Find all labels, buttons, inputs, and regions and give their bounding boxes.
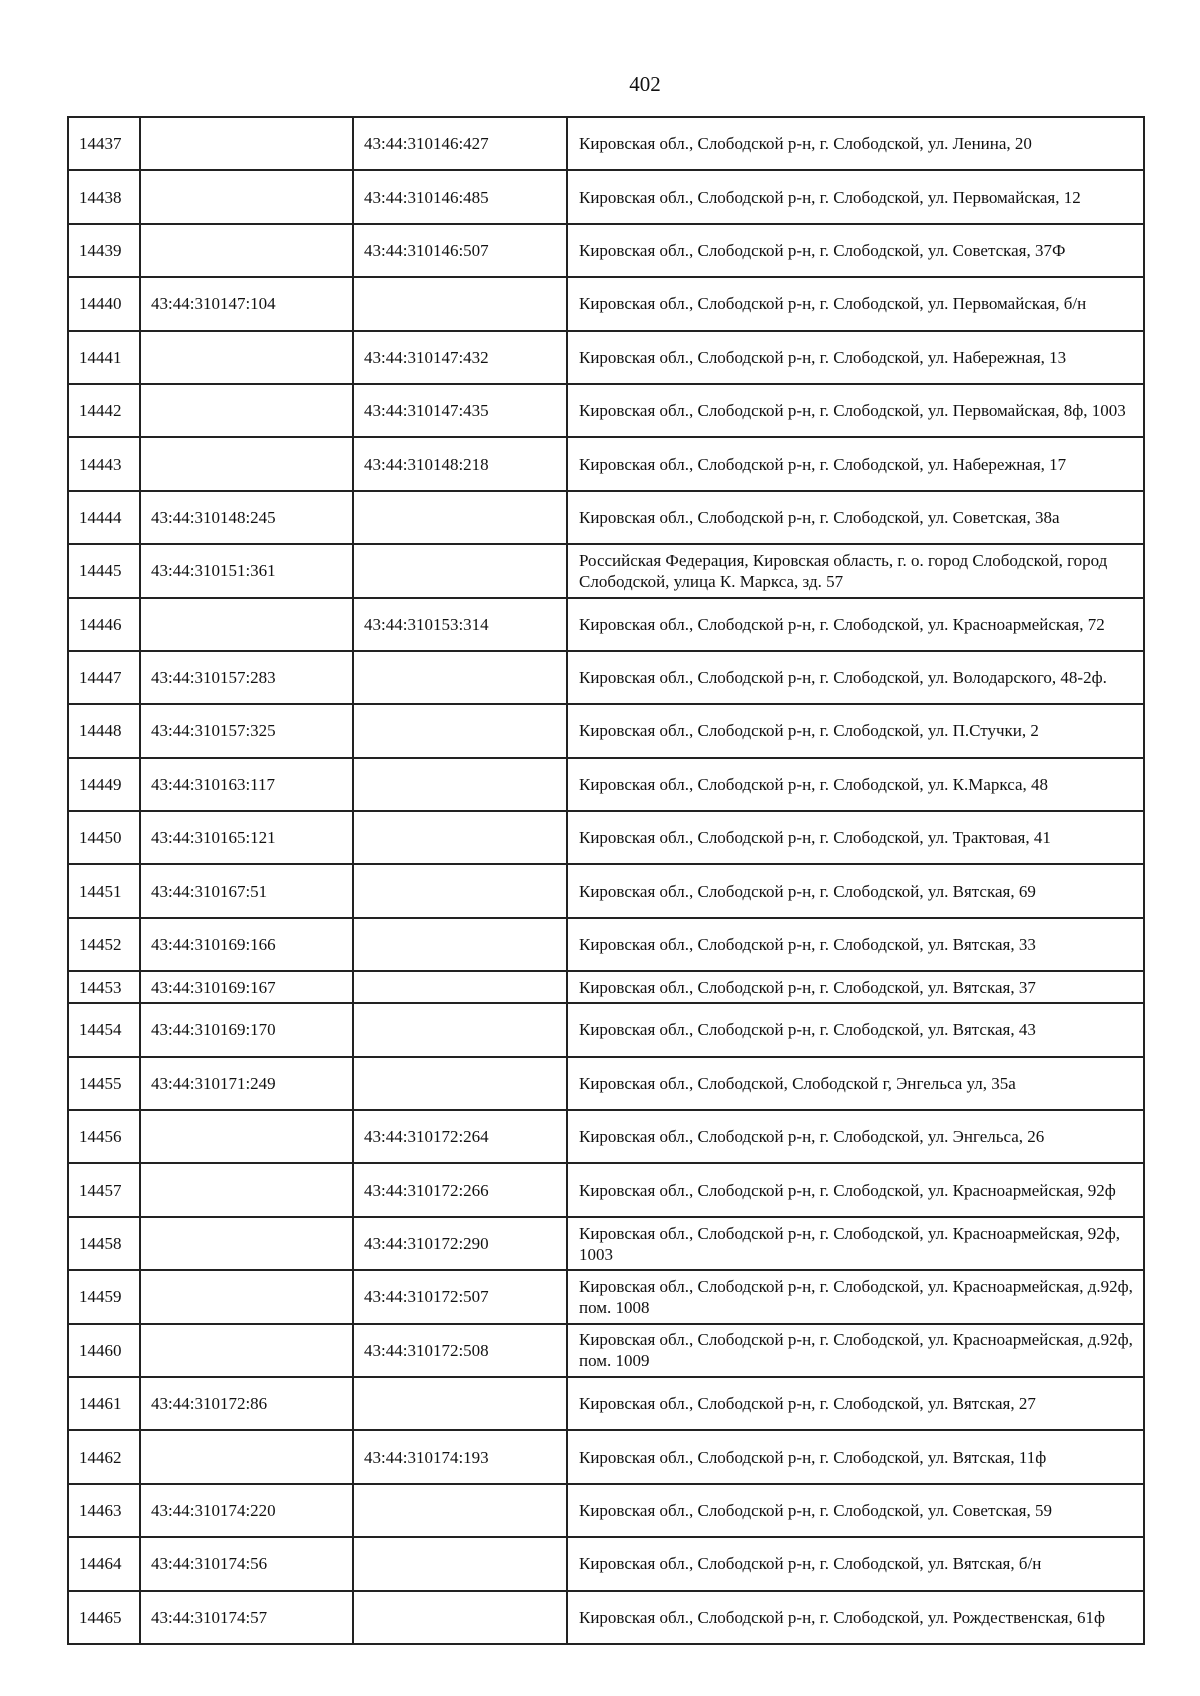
table-row xyxy=(68,117,1144,170)
table-row xyxy=(68,1163,1144,1216)
cadastral-number-cell: 43:44:310163:117 xyxy=(140,758,353,811)
row-number-cell: 14446 xyxy=(68,598,140,651)
cadastral-number-cell xyxy=(140,598,353,651)
row-number-cell: 14462 xyxy=(68,1430,140,1483)
table-row xyxy=(68,971,1144,1003)
row-number-cell: 14464 xyxy=(68,1537,140,1590)
address-cell: Кировская обл., Слободской р-н, г. Слободской, ул. Вятская, 69 xyxy=(567,864,1144,917)
cadastral-number-cell xyxy=(140,117,353,170)
cadastral-number-cell xyxy=(140,384,353,437)
table-row xyxy=(68,598,1144,651)
row-number-cell: 14449 xyxy=(68,758,140,811)
secondary-cadastral-number-cell xyxy=(353,491,567,544)
row-number-cell: 14455 xyxy=(68,1057,140,1110)
table-row xyxy=(68,1270,1144,1323)
address-cell: Кировская обл., Слободской р-н, г. Слободской, ул. Вятская, 37 xyxy=(567,971,1144,1003)
secondary-cadastral-number-cell: 43:44:310172:264 xyxy=(353,1110,567,1163)
cadastral-number-cell xyxy=(140,1270,353,1323)
table-row xyxy=(68,544,1144,597)
table-row xyxy=(68,1217,1144,1270)
table-row xyxy=(68,437,1144,490)
address-cell: Кировская обл., Слободской, Слободской г, Энгельса ул, 35а xyxy=(567,1057,1144,1110)
secondary-cadastral-number-cell xyxy=(353,1484,567,1537)
cadastral-number-cell xyxy=(140,1430,353,1483)
secondary-cadastral-number-cell: 43:44:310174:193 xyxy=(353,1430,567,1483)
address-cell: Кировская обл., Слободской р-н, г. Слободской, ул. Красноармейская, д.92ф, пом. 1009 xyxy=(567,1324,1144,1377)
secondary-cadastral-number-cell: 43:44:310147:432 xyxy=(353,331,567,384)
row-number-cell: 14445 xyxy=(68,544,140,597)
row-number-cell: 14452 xyxy=(68,918,140,971)
secondary-cadastral-number-cell xyxy=(353,277,567,330)
row-number-cell: 14451 xyxy=(68,864,140,917)
secondary-cadastral-number-cell xyxy=(353,1591,567,1644)
address-cell: Кировская обл., Слободской р-н, г. Слободской, ул. Ленина, 20 xyxy=(567,117,1144,170)
cadastral-number-cell: 43:44:310174:56 xyxy=(140,1537,353,1590)
secondary-cadastral-number-cell: 43:44:310172:508 xyxy=(353,1324,567,1377)
secondary-cadastral-number-cell xyxy=(353,758,567,811)
cadastral-number-cell xyxy=(140,1324,353,1377)
address-cell: Кировская обл., Слободской р-н, г. Слободской, ул. Вятская, 11ф xyxy=(567,1430,1144,1483)
row-number-cell: 14460 xyxy=(68,1324,140,1377)
table-row xyxy=(68,491,1144,544)
row-number-cell: 14443 xyxy=(68,437,140,490)
address-cell: Кировская обл., Слободской р-н, г. Слободской, ул. Первомайская, 8ф, 1003 xyxy=(567,384,1144,437)
cadastral-number-cell: 43:44:310167:51 xyxy=(140,864,353,917)
address-cell: Кировская обл., Слободской р-н, г. Слободской, ул. Советская, 59 xyxy=(567,1484,1144,1537)
table-row xyxy=(68,277,1144,330)
table-row xyxy=(68,811,1144,864)
secondary-cadastral-number-cell: 43:44:310146:427 xyxy=(353,117,567,170)
cadastral-number-cell xyxy=(140,170,353,223)
address-cell: Кировская обл., Слободской р-н, г. Слободской, ул. Володарского, 48-2ф. xyxy=(567,651,1144,704)
row-number-cell: 14465 xyxy=(68,1591,140,1644)
table-row xyxy=(68,170,1144,223)
address-cell: Кировская обл., Слободской р-н, г. Слободской, ул. Трактовая, 41 xyxy=(567,811,1144,864)
row-number-cell: 14456 xyxy=(68,1110,140,1163)
cadastral-number-cell xyxy=(140,331,353,384)
address-cell: Кировская обл., Слободской р-н, г. Слободской, ул. Красноармейская, 92ф, 1003 xyxy=(567,1217,1144,1270)
address-cell: Кировская обл., Слободской р-н, г. Слободской, ул. Первомайская, 12 xyxy=(567,170,1144,223)
cadastral-number-cell: 43:44:310157:325 xyxy=(140,704,353,757)
table-row xyxy=(68,651,1144,704)
cadastral-number-cell: 43:44:310169:167 xyxy=(140,971,353,1003)
row-number-cell: 14437 xyxy=(68,117,140,170)
secondary-cadastral-number-cell xyxy=(353,971,567,1003)
table-row xyxy=(68,1591,1144,1644)
address-cell: Кировская обл., Слободской р-н, г. Слободской, ул. Набережная, 13 xyxy=(567,331,1144,384)
table-row xyxy=(68,1537,1144,1590)
row-number-cell: 14440 xyxy=(68,277,140,330)
address-cell: Кировская обл., Слободской р-н, г. Слободской, ул. Набережная, 17 xyxy=(567,437,1144,490)
address-cell: Российская Федерация, Кировская область, г. о. город Слободской, город Слободской, улица К. Маркса, зд. 57 xyxy=(567,544,1144,597)
table-row xyxy=(68,1430,1144,1483)
cadastral-number-cell: 43:44:310174:57 xyxy=(140,1591,353,1644)
address-cell: Кировская обл., Слободской р-н, г. Слободской, ул. Вятская, 43 xyxy=(567,1003,1144,1056)
row-number-cell: 14453 xyxy=(68,971,140,1003)
table-row xyxy=(68,1057,1144,1110)
secondary-cadastral-number-cell xyxy=(353,651,567,704)
cadastral-number-cell: 43:44:310171:249 xyxy=(140,1057,353,1110)
cadastral-number-cell xyxy=(140,437,353,490)
secondary-cadastral-number-cell xyxy=(353,544,567,597)
cadastral-number-cell: 43:44:310151:361 xyxy=(140,544,353,597)
address-cell: Кировская обл., Слободской р-н, г. Слободской, ул. Красноармейская, 72 xyxy=(567,598,1144,651)
registry-table-body xyxy=(68,117,1144,1644)
row-number-cell: 14442 xyxy=(68,384,140,437)
cadastral-number-cell xyxy=(140,1163,353,1216)
secondary-cadastral-number-cell xyxy=(353,1003,567,1056)
secondary-cadastral-number-cell: 43:44:310146:507 xyxy=(353,224,567,277)
row-number-cell: 14441 xyxy=(68,331,140,384)
row-number-cell: 14444 xyxy=(68,491,140,544)
cadastral-number-cell xyxy=(140,224,353,277)
cadastral-number-cell: 43:44:310169:166 xyxy=(140,918,353,971)
cadastral-number-cell: 43:44:310165:121 xyxy=(140,811,353,864)
address-cell: Кировская обл., Слободской р-н, г. Слободской, ул. Красноармейская, 92ф xyxy=(567,1163,1144,1216)
row-number-cell: 14461 xyxy=(68,1377,140,1430)
address-cell: Кировская обл., Слободской р-н, г. Слободской, ул. П.Стучки, 2 xyxy=(567,704,1144,757)
table-row xyxy=(68,1324,1144,1377)
cadastral-number-cell: 43:44:310147:104 xyxy=(140,277,353,330)
secondary-cadastral-number-cell xyxy=(353,1057,567,1110)
table-row xyxy=(68,1003,1144,1056)
address-cell: Кировская обл., Слободской р-н, г. Слободской, ул. Первомайская, б/н xyxy=(567,277,1144,330)
row-number-cell: 14463 xyxy=(68,1484,140,1537)
secondary-cadastral-number-cell: 43:44:310172:290 xyxy=(353,1217,567,1270)
secondary-cadastral-number-cell xyxy=(353,704,567,757)
table-row xyxy=(68,864,1144,917)
table-row xyxy=(68,758,1144,811)
row-number-cell: 14450 xyxy=(68,811,140,864)
table-row xyxy=(68,224,1144,277)
table-row xyxy=(68,1110,1144,1163)
cadastral-number-cell: 43:44:310169:170 xyxy=(140,1003,353,1056)
table-row xyxy=(68,331,1144,384)
row-number-cell: 14458 xyxy=(68,1217,140,1270)
table-row xyxy=(68,1484,1144,1537)
cadastral-number-cell: 43:44:310148:245 xyxy=(140,491,353,544)
row-number-cell: 14447 xyxy=(68,651,140,704)
secondary-cadastral-number-cell: 43:44:310172:507 xyxy=(353,1270,567,1323)
row-number-cell: 14454 xyxy=(68,1003,140,1056)
table-row xyxy=(68,1377,1144,1430)
secondary-cadastral-number-cell: 43:44:310148:218 xyxy=(353,437,567,490)
address-cell: Кировская обл., Слободской р-н, г. Слободской, ул. Энгельса, 26 xyxy=(567,1110,1144,1163)
row-number-cell: 14457 xyxy=(68,1163,140,1216)
table-row xyxy=(68,384,1144,437)
secondary-cadastral-number-cell: 43:44:310147:435 xyxy=(353,384,567,437)
address-cell: Кировская обл., Слободской р-н, г. Слободской, ул. Красноармейская, д.92ф, пом. 1008 xyxy=(567,1270,1144,1323)
secondary-cadastral-number-cell: 43:44:310172:266 xyxy=(353,1163,567,1216)
table-row xyxy=(68,704,1144,757)
cadastral-number-cell: 43:44:310157:283 xyxy=(140,651,353,704)
secondary-cadastral-number-cell xyxy=(353,1537,567,1590)
registry-table xyxy=(67,116,1145,1645)
row-number-cell: 14439 xyxy=(68,224,140,277)
row-number-cell: 14438 xyxy=(68,170,140,223)
address-cell: Кировская обл., Слободской р-н, г. Слободской, ул. Вятская, 33 xyxy=(567,918,1144,971)
address-cell: Кировская обл., Слободской р-н, г. Слободской, ул. Вятская, 27 xyxy=(567,1377,1144,1430)
secondary-cadastral-number-cell: 43:44:310146:485 xyxy=(353,170,567,223)
secondary-cadastral-number-cell xyxy=(353,918,567,971)
secondary-cadastral-number-cell xyxy=(353,864,567,917)
row-number-cell: 14448 xyxy=(68,704,140,757)
cadastral-number-cell: 43:44:310172:86 xyxy=(140,1377,353,1430)
address-cell: Кировская обл., Слободской р-н, г. Слободской, ул. Советская, 38а xyxy=(567,491,1144,544)
table-row xyxy=(68,918,1144,971)
address-cell: Кировская обл., Слободской р-н, г. Слободской, ул. Вятская, б/н xyxy=(567,1537,1144,1590)
cadastral-number-cell: 43:44:310174:220 xyxy=(140,1484,353,1537)
row-number-cell: 14459 xyxy=(68,1270,140,1323)
cadastral-number-cell xyxy=(140,1110,353,1163)
secondary-cadastral-number-cell xyxy=(353,811,567,864)
address-cell: Кировская обл., Слободской р-н, г. Слободской, ул. Советская, 37Ф xyxy=(567,224,1144,277)
address-cell: Кировская обл., Слободской р-н, г. Слободской, ул. Рождественская, 61ф xyxy=(567,1591,1144,1644)
page-number: 402 xyxy=(629,72,661,96)
cadastral-number-cell xyxy=(140,1217,353,1270)
address-cell: Кировская обл., Слободской р-н, г. Слободской, ул. К.Маркса, 48 xyxy=(567,758,1144,811)
secondary-cadastral-number-cell xyxy=(353,1377,567,1430)
secondary-cadastral-number-cell: 43:44:310153:314 xyxy=(353,598,567,651)
